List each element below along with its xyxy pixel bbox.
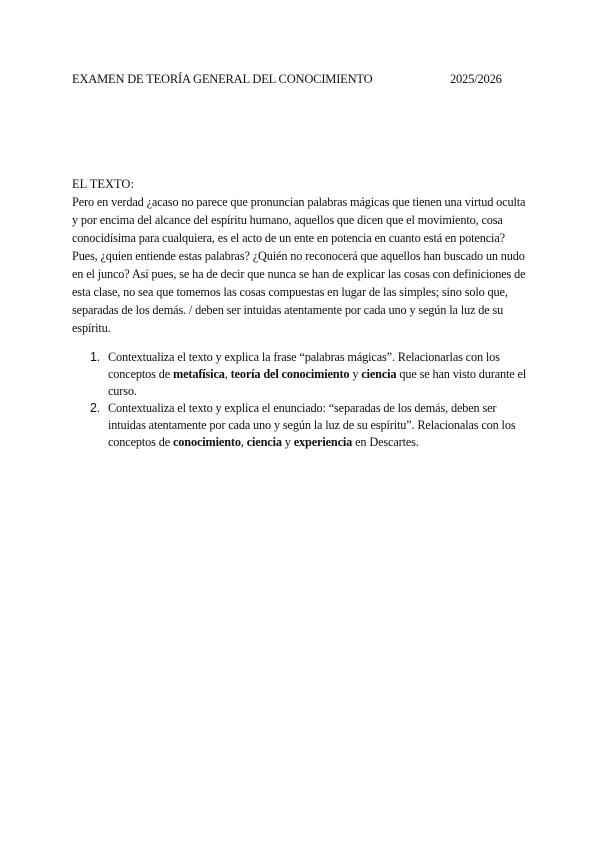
question-text-segment: Contextualiza el texto y explica la frase “palabras mágicas”. Relacionarlas con los conceptos de — [108, 350, 500, 381]
question-text-segment: Contextualiza el texto y explica el enunciado: “separadas de los demás, deben ser intuidas atentamente por cada uno y según la luz de su espíritu”. Relacionalas con los conceptos de — [108, 401, 516, 449]
question-text-segment: que se han visto durante el curso. — [108, 367, 527, 398]
key-concept: experiencia — [293, 435, 353, 449]
key-concept: ciencia — [246, 435, 282, 449]
question-text-segment: y — [349, 367, 362, 381]
question-text-segment: y — [281, 435, 294, 449]
key-concept: conocimiento — [172, 435, 241, 449]
text-section-label: EL TEXTO: — [72, 177, 134, 191]
question-text — [108, 350, 526, 398]
question-text-segment: en Descartes. — [352, 435, 419, 449]
key-concept: ciencia — [361, 367, 397, 381]
question-item — [72, 400, 528, 451]
question-number: 1. — [90, 350, 101, 364]
academic-year: 2025/2026 — [450, 72, 502, 86]
question-number: 2. — [90, 401, 101, 415]
key-concept: metafísica — [172, 367, 225, 381]
key-concept: teoría del conocimiento — [230, 367, 350, 381]
question-list — [72, 349, 528, 451]
question-text-segment: , — [240, 435, 247, 449]
question-text — [108, 401, 515, 449]
exam-title: EXAMEN DE TEORÍA GENERAL DEL CONOCIMIENTO — [72, 72, 373, 86]
text-passage: Pero en verdad ¿acaso no parece que pronuncian palabras mágicas que tienen una virtud oculta y por encima del alcance del espíritu humano, aquellos que dicen que el movimiento, cosa conocidísima para cualquiera, es el acto de un ente en potencia en cuanto está en potencia? Pues, ¿quien entiende estas palabras? ¿Quién no reconocerá que aquellos han buscado un nudo en el junco? Así pues, se ha de decir que nunca se han de explicar las cosas con definiciones de esta clase, no sea que tomemos las cosas compuestas en lugar de las simples; sino solo que, separadas de los demás. / deben ser intuidas atentamente por cada uno y según la luz de su espíritu. — [72, 195, 526, 335]
question-text-segment: , — [224, 367, 231, 381]
question-item — [72, 349, 528, 400]
